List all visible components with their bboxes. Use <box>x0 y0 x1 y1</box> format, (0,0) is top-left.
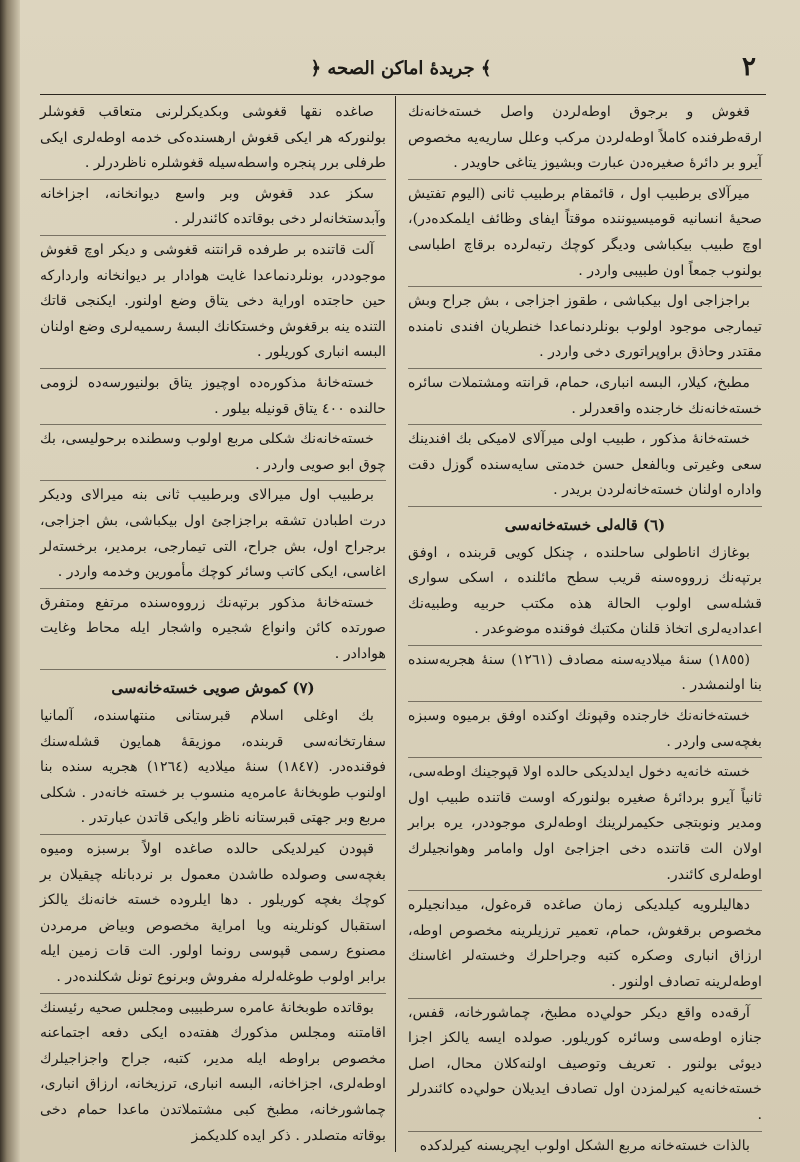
paragraph: سكز عدد قغوش وبر واسع ديوانخانه، اجزاخانه وآبدستخانه‌لر دخى بوقاتده كائندرلر . <box>40 182 386 236</box>
left-column <box>40 100 386 1152</box>
paragraph: براجزاجى اول بيكباشى ، طقوز اجزاجى ، بش جراح وبش تيمارجى موجود اولوب بونلردنماعدا خنطريان افندى نامنده مقتدر وحاذق براوپراتورى دخى واردر . <box>408 289 762 369</box>
paragraph: ميرآلاى برطبيب اول ، قائمقام برطبيب ثانى (اليوم تفتيش صحيهٔ انسانيه قوميسيوننده موقتاً ايفاى وظائف ايلمكده‌در)، اوچ طبيب بيكباشى وديگر كوچك رتبه‌لرده برقاچ اطباسى بولنوب جمعاً اون طبيبى واردر . <box>408 182 762 287</box>
section-heading: (٦) قاله‌لى خسته‌خانه‌سى <box>504 515 666 534</box>
header-rule <box>40 94 766 95</box>
right-column <box>408 100 762 1152</box>
paragraph: برطبيب اول ميرالاى وبرطبيب ثانى بنه ميرالاى وديكر درت اطبادن تشقه براجزاجئ اول بيكباشى، بش اجزاجى، برجراح اول، بش جراح، التى تيمارجى، برمدير، برخسته‌لر اغاسى، ايكى كاتب وسائر كوچك مأمورين وخدمه واردر . <box>40 483 386 588</box>
section-heading: (٧) كموش صويى خسته‌خانه‌سى <box>111 679 315 698</box>
paragraph: بك اوغلى اسلام قبرستانى منتهاسنده، آلمانيا سفارتخانه‌سى قربنده، موزيقهٔ همايون قشله‌سنك فوقنده‌در. (١٨٤٧) سنهٔ ميلاديه (١٢٦٤) هجريه سنده بنا اولنوب طوبخانهٔ عامره‌يه منسوب بر خسته خانه‌در . شكلى مربع وبر جهتى قبرستانه ناظر وايكى قاتدن عبارتدر . <box>40 704 386 835</box>
paragraph: دهاليلرويه كيلديكى زمان صاغده قره‌غول، ميدانجيلره مخصوص برقغوش، حمام، تعمير ترزيلرينه مخصوص اوطه، ارزاق انبارى وصكره كتبه وجراحلرك وخسته‌لر اغاسنك اوطه‌لرينه تصادف اولنور . <box>408 893 762 998</box>
page-header <box>40 50 762 90</box>
running-title: ﴿ جريدهٔ اماكن الصحه ﴾ <box>310 58 492 79</box>
paragraph: مطبخ، كيلار، البسه انبارى، حمام، قرانته ومشتملات سائره خسته‌خانه‌نك خارجنده واقعدرلر . <box>408 371 762 425</box>
paragraph: خسته‌خانهٔ مذكوره‌ده اوچيوز يتاق بولنيورسه‌ده لزومى حالنده ٤٠٠ يتاق قونيله بيلور . <box>40 371 386 425</box>
binding-gutter <box>0 0 20 1162</box>
paragraph: خسته خانه‌يه دخول ايدلديكى حالده اولا قپوجينك اوطه‌سى، ثانياً آيرو بردائرهٔ صغيره بولنوركه اوست قاتنده طبيب اول ومدير ونوبتجى حكيمرلرينك اوطه‌لرى موجوددر، يره برابر اولان الت قاتنده دخى اجزاجئ اول وامامر وهوانجيلرك اوطه‌لرى كائندر. <box>408 760 762 891</box>
paragraph: خسته‌خانهٔ مذكور برتپه‌نك زرووه‌سنده مرتفع ومتفرق صورتده كائن وانواع شجيره واشجار ايله محاط وغايت هوادادر . <box>40 591 386 671</box>
paragraph: بوغازك اناطولى ساحلنده ، چنكل كويى قربنده ، اوفق برتپه‌نك زرووه‌سنه قريب سطح مائلنده ، اسكى سوارى قشله‌سى اولوب الحالة هذه مكتب حربيه وطبيه‌نك اعداديه‌لرى اتخاذ قلنان مكتبك فوقنده موضوعدر . <box>408 541 762 646</box>
column-divider <box>395 96 396 1152</box>
paragraph: خسته‌خانه‌نك خارجنده وقپونك اوكنده اوفق برميوه وسبزه بغچه‌سى واردر . <box>408 704 762 758</box>
paragraph: خسته‌خانهٔ مذكور ، طبيب اولى ميرآلاى لاميكى بك افندينك سعى وغيرتى وبالفعل حسن خدمتى سايه‌سنده گوزل دقت واداره اولنان خسته‌خانه‌لردن بريدر . <box>408 427 762 507</box>
paragraph: صاغده نقها قغوشى وبكديكرلرنى متعاقب قغوشلر بولنوركه هر ايكى قغوش ارهسنده‌كى خدمه اوطه‌لرى ايكى طرفلى برر پنجره واسطه‌سيله قغوشلره ناظردرلر . <box>40 100 386 180</box>
paragraph: (١٨٥٥) سنهٔ ميلاديه‌سنه مصادف (١٢٦١) سنهٔ هجريه‌سنده بنا اولنمشدر . <box>408 648 762 702</box>
paragraph: قپودن كيرلديكى حالده صاغده اولاً برسبزه وميوه بغچه‌سى وصولده طاشدن معمول بر نردبانله چيقيلان بر كوچك بغچه كوريلور . دها ايلروده خسته خانه‌نك يالكز استقبال كونلرينه ويا امراية مخصوص وبياض مرمردن مصنوع رسمى قپوسى رونما اولور. الت قات زمين ايله برابر اولوب طوغله‌لرله مفروش وبرنوع تونل شكلنده‌در . <box>40 837 386 994</box>
paragraph: خسته‌خانه‌نك شكلى مربع اولوب وسطنده برحوليسى، بك چوق ابو صويى واردر . <box>40 427 386 481</box>
paragraph: قغوش و برجوق اوطه‌لردن واصل خسته‌خانه‌نك ارقه‌طرفنده كاملاً اوطه‌لردن مركب وعلل ساريه‌يه مخصوص آيرو بر دائرهٔ صغيره‌دن عبارت وبشيوز يتاغى حاويدر . <box>408 100 762 180</box>
paragraph: آرقه‌ده واقع ديكر حولي‌ده مطبخ، چماشورخانه، قفس، جنازه اوطه‌سى وسائره كوريلور. صولده ايسه يالكز اجزا ديوئى بولنور . تعريف وتوصيف اولنه‌كلان محال، اصل خسته‌خانه‌يه كيرلمزدن اول تصادف ايديلان حولي‌ده كائندرلر . <box>408 1001 762 1132</box>
paragraph: بالذات خسته‌خانه مربع الشكل اولوب ايچريسنه كيرلدكده <box>419 1137 750 1154</box>
page-number: ٢ <box>742 52 756 82</box>
paragraph: آلت قاتنده بر طرفده قرانتنه قغوشى و ديكر اوچ قغوش موجوددر، بونلردنماعدا غايت هوادار بر ديوانخانه وارداركه حين حاجتده اوراية دخى يتاق وضع اولنور. ايكنجى قاتك التنده ينه برقغوش وخستكانك البسهٔ رسميه‌لرى وضع اولنان البسه انبارى كوريلور . <box>40 238 386 369</box>
paragraph: بوقاتده طوبخانهٔ عامره سرطبيبى ومجلس صحيه رئيسنك اقامتنه ومجلس مذكورك هفته‌ده ايكى دفعه اجتماعنه مخصوص براوطه ايله مدير، كتبه، جراح واجزاجيلرك اوطه‌لرى، اجزاخانه، البسه انبارى، ترزيخانه، ارزاق انبارى، چماشورخانه، مطبخ كبى مشتملاتدن ماعدا حمام دخى بوقاته متصلدر . ذكر ايده كلديكمز <box>40 999 386 1144</box>
